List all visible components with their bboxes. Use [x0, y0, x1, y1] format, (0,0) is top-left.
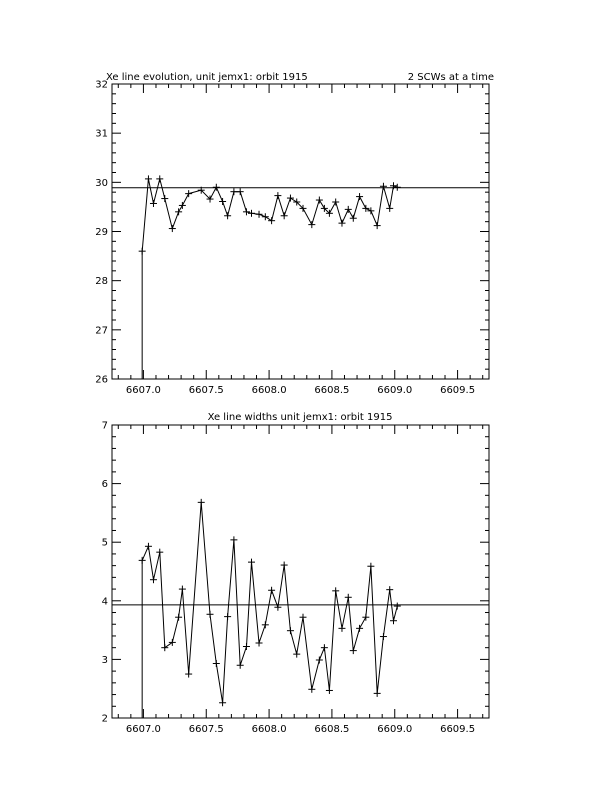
data-point-marker [139, 557, 146, 564]
y-tick-label: 6 [101, 479, 108, 491]
data-point-marker [380, 183, 387, 190]
x-tick-label: 6607.5 [188, 724, 224, 735]
data-point-marker [219, 198, 226, 205]
data-point-marker [345, 206, 352, 213]
y-tick-label: 29 [95, 227, 108, 238]
y-tick-label: 27 [95, 325, 108, 337]
data-point-marker [390, 617, 397, 624]
plot-frame [112, 425, 489, 718]
data-point-marker [156, 549, 163, 556]
data-point-marker [198, 499, 205, 506]
data-point-marker [321, 644, 328, 651]
data-point-marker [268, 217, 275, 224]
y-tick-label: 31 [95, 128, 108, 140]
data-point-marker [262, 621, 269, 628]
line-widths-panel [102, 412, 489, 735]
data-point-marker [350, 647, 357, 654]
chart-title: Xe line evolution, unit jemx1: orbit 1915 [106, 72, 308, 83]
data-point-marker [156, 175, 163, 182]
data-point-marker [345, 594, 352, 601]
data-point-marker [256, 211, 263, 218]
x-tick-label: 6608.0 [251, 385, 287, 396]
data-point-marker [237, 662, 244, 669]
series-line [142, 502, 397, 702]
data-point-marker [224, 613, 231, 620]
data-point-marker [179, 202, 186, 209]
data-point-marker [362, 614, 369, 621]
data-point-marker [338, 625, 345, 632]
data-point-marker [293, 651, 300, 658]
x-tick-label: 6609.5 [440, 724, 476, 735]
data-point-marker [230, 188, 237, 195]
data-point-marker [281, 562, 288, 569]
data-point-marker [145, 543, 152, 550]
data-point-marker [281, 212, 288, 219]
data-point-marker [175, 614, 182, 621]
data-point-marker [256, 639, 263, 646]
y-tick-label: 30 [95, 177, 108, 189]
chart-subtitle: 2 SCWs at a time [407, 72, 494, 83]
data-point-marker [268, 587, 275, 594]
data-point-marker [287, 195, 294, 202]
data-point-marker [169, 225, 176, 232]
x-tick-label: 6607.0 [125, 724, 161, 735]
data-point-marker [367, 563, 374, 570]
data-point-marker [262, 213, 269, 220]
data-point-marker [316, 197, 323, 204]
y-tick-label: 28 [95, 276, 108, 288]
data-point-marker [274, 192, 281, 199]
data-point-marker [326, 687, 333, 694]
data-point-marker [175, 208, 182, 215]
data-point-marker [374, 690, 381, 697]
series-line [142, 179, 397, 251]
data-point-marker [308, 221, 315, 228]
data-point-marker [161, 644, 168, 651]
data-point-marker [185, 671, 192, 678]
data-point-marker [224, 212, 231, 219]
y-tick-label: 26 [95, 374, 108, 386]
data-point-marker [230, 536, 237, 543]
data-point-marker [243, 208, 250, 215]
data-point-marker [219, 699, 226, 706]
y-tick-label: 32 [95, 79, 108, 91]
x-tick-label: 6608.5 [314, 385, 350, 396]
data-point-marker [300, 614, 307, 621]
chart-title: Xe line widths unit jemx1: orbit 1915 [207, 412, 393, 423]
y-tick-label: 5 [101, 537, 108, 549]
data-point-marker [338, 220, 345, 227]
data-point-marker [386, 586, 393, 593]
data-point-marker [316, 656, 323, 663]
data-point-marker [356, 625, 363, 632]
x-tick-label: 6608.0 [251, 724, 287, 735]
data-point-marker [207, 611, 214, 618]
data-point-marker [380, 633, 387, 640]
data-point-marker [161, 195, 168, 202]
x-tick-label: 6607.0 [125, 385, 161, 396]
data-point-marker [248, 559, 255, 566]
x-tick-label: 6609.0 [377, 385, 413, 396]
y-tick-label: 4 [101, 596, 108, 608]
data-point-marker [332, 587, 339, 594]
data-point-marker [308, 686, 315, 693]
data-point-marker [287, 627, 294, 634]
data-point-marker [350, 215, 357, 222]
data-point-marker [213, 184, 220, 191]
data-point-marker [248, 210, 255, 217]
x-tick-label: 6609.0 [377, 724, 413, 735]
x-tick-label: 6609.5 [440, 385, 476, 396]
data-point-marker [374, 222, 381, 229]
x-tick-label: 6607.5 [188, 385, 224, 396]
data-point-marker [243, 643, 250, 650]
line-evolution-panel [95, 72, 494, 396]
data-point-marker [213, 660, 220, 667]
data-point-marker [179, 586, 186, 593]
data-point-marker [150, 576, 157, 583]
data-point-marker [394, 184, 401, 191]
data-point-marker [332, 199, 339, 206]
data-point-marker [394, 603, 401, 610]
plot-frame [112, 84, 489, 379]
y-tick-label: 7 [101, 420, 108, 432]
data-point-marker [145, 175, 152, 182]
y-tick-label: 2 [101, 713, 108, 725]
data-point-marker [356, 193, 363, 200]
data-point-marker [150, 200, 157, 207]
data-point-marker [237, 188, 244, 195]
y-tick-label: 3 [101, 654, 108, 666]
data-point-marker [169, 639, 176, 646]
data-point-marker [386, 205, 393, 212]
x-tick-label: 6608.5 [314, 724, 350, 735]
data-point-marker [139, 248, 146, 255]
data-point-marker [185, 190, 192, 197]
